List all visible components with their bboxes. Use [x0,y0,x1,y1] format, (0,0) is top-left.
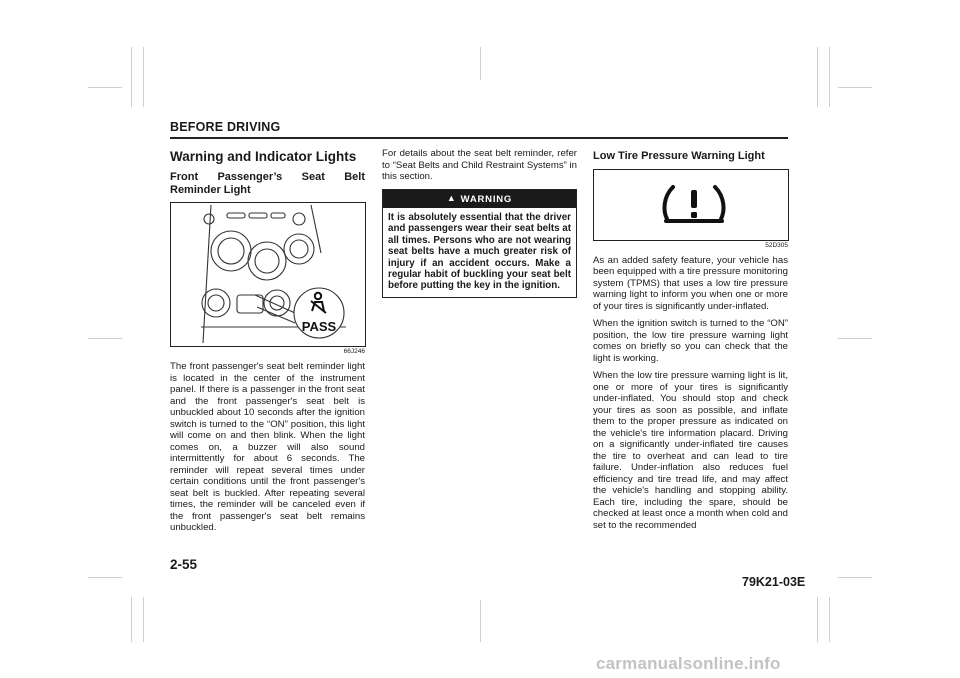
page-number: 2-55 [170,557,198,572]
seatbelt-body: The front passenger's seat belt reminder light is located in the center of the instrument panel. If there is a passenger in the front seat and the front passenger's seat belt is unbuckled about 10 seconds after the ignition switch is turned to the “ON” position, this light will come on and then blink. When the light comes on, a buzzer will also sound intermittently for about 6 seconds. The reminder will repeat several times under certain conditions until the front passenger's seat belt is buckled. After repeating several times, the reminder will be canceled even if the front passenger's seat belt remains unbuckled. [170,361,365,533]
tire-pressure-warning-icon [594,170,788,240]
crop-mark [143,597,144,642]
column-left [170,148,365,540]
dashboard-illustration [171,203,365,346]
warning-title: WARNING [460,193,513,205]
document-code: 79K21-03E [742,575,806,589]
figure-code: 52D305 [765,241,788,249]
crop-mark [480,600,481,642]
warning-triangle-icon: ▲ [446,192,457,203]
warning-box [382,189,577,298]
column-middle [382,148,577,298]
seatbelt-reference: For details about the seat belt reminder, refer to “Seat Belts and Child Restraint Systems” in this section. [382,148,577,182]
column-right [593,148,788,537]
crop-mark [829,597,830,642]
crop-mark [88,87,122,88]
tpms-heading: Low Tire Pressure Warning Light [593,150,765,162]
crop-mark [480,47,481,80]
crop-mark [838,87,872,88]
seatbelt-heading: Front Passenger’s Seat Belt Reminder Light [170,171,365,196]
tpms-paragraph-2: When the ignition switch is turned to the “ON” position, the low tire pressure warning light comes on briefly so you can check that the light is working. [593,318,788,364]
crop-mark [829,47,830,107]
crop-mark [88,338,122,339]
section-header: BEFORE DRIVING [170,120,281,134]
crop-mark [143,47,144,107]
figure-code: 66J246 [343,348,365,355]
page-title: Warning and Indicator Lights [170,149,357,164]
crop-mark [131,47,132,107]
tpms-figure [593,169,789,241]
tpms-paragraph-3: When the low tire pressure warning light is lit, one or more of your tires is significantly under-inflated. You should stop and check your tires as soon as possible, and inflate them to the proper pressure as indicated on the vehicle's tire information placard. Driving on a significantly under-inflated tire causes the tire to overheat and can lead to tire failure. Under-inflation also reduces fuel efficiency and tire tread life, and may affect the vehicle's handling and stopping ability. Each tire, including the spare, should be checked at least once a month when cold and set to the recommended [593,370,788,531]
warning-header [383,190,576,209]
pass-label: PASS [301,319,337,334]
warning-text: It is absolutely essential that the driver and passengers wear their seat belts at all times. Persons who are not wearing seat belts have a much greater risk of injury if an accident occurs. Make a regular habit of buckling your seat belt before putting the key in the ignition. [388,212,571,292]
crop-mark [838,577,872,578]
tpms-paragraph-1: As an added safety feature, your vehicle has been equipped with a tire pressure monitoring system (TPMS) that uses a low tire pressure warning light to inform you when one or more of your tires is significantly under-inflated. [593,254,788,312]
crop-mark [817,597,818,642]
crop-mark [817,47,818,107]
crop-mark [131,597,132,642]
watermark: carmanualsonline.info [596,654,781,673]
seatbelt-figure [170,202,366,347]
crop-mark [88,577,122,578]
crop-mark [838,338,872,339]
header-rule [170,137,788,139]
